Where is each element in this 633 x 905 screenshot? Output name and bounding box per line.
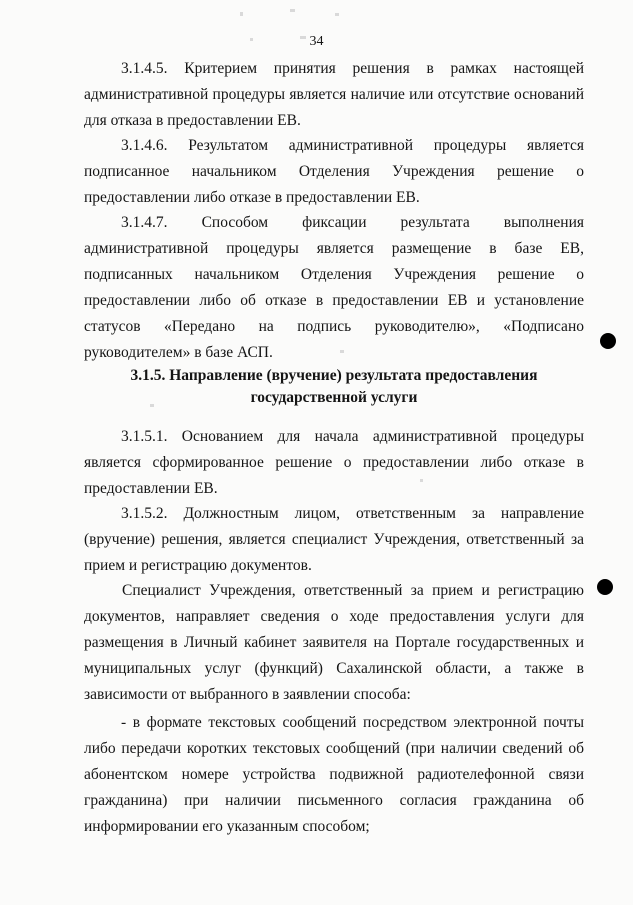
binder-hole-mark	[597, 579, 613, 595]
paragraph-3-1-4-6: 3.1.4.6. Результатом административной процедуры является подписанное начальником Отделения Учреждения решение о предоставлении либо отказе в предоставлении ЕВ.	[84, 137, 584, 206]
paragraph-3-1-4-7: 3.1.4.7. Способом фиксации результата выполнения административной процедуры является размещение в базе ЕВ, подписанных начальником Отделения Учреждения решение о предоставлении либо об отказе в предоставлении ЕВ и установление статусов «Передано на подпись руководителю», «Подписано руководителем» в базе АСП.	[84, 214, 584, 361]
scan-speck	[335, 13, 339, 16]
binder-hole-mark	[600, 333, 616, 349]
paragraph-3-1-4-5: 3.1.4.5. Критерием принятия решения в рамках настоящей административной процедуры является наличие или отсутствие оснований для отказа в предоставлении ЕВ.	[84, 60, 584, 129]
scan-speck	[240, 12, 243, 16]
scan-speck	[150, 404, 154, 407]
paragraph-email-notification: - в формате текстовых сообщений посредством электронной почты либо передачи коротких текстовых сообщений (при наличии сведений об абонентском номере устройства подвижной радиотелефонной связи гражданина) при наличии письменного согласия гражданина об информировании его указанным способом;	[84, 714, 584, 835]
section-heading	[84, 365, 584, 409]
scan-speck	[290, 9, 295, 12]
paragraph-specialist: Специалист Учреждения, ответственный за прием и регистрацию документов, направляет сведения о ходе предоставления услуги для размещения в Личный кабинет заявителя на Портале государственных и муниципальных услуг (функций) Сахалинской области, а также в зависимости от выбранного в заявлении способа:	[84, 582, 584, 703]
scan-speck	[420, 479, 423, 482]
scan-speck	[300, 36, 306, 39]
scan-speck	[340, 350, 344, 353]
page-number: 34	[309, 34, 324, 49]
section-heading-line-2: государственной услуги	[250, 389, 418, 406]
scan-speck	[250, 38, 253, 41]
paragraph-3-1-5-2: 3.1.5.2. Должностным лицом, ответственным за направление (вручение) решения, является специалист Учреждения, ответственный за прием и регистрацию документов.	[84, 505, 584, 574]
paragraph-3-1-5-1: 3.1.5.1. Основанием для начала административной процедуры является сформированное решение о предоставлении либо отказе в предоставлении ЕВ.	[84, 428, 584, 497]
section-heading-line-1: 3.1.5. Направление (вручение) результата предоставления	[130, 367, 538, 384]
